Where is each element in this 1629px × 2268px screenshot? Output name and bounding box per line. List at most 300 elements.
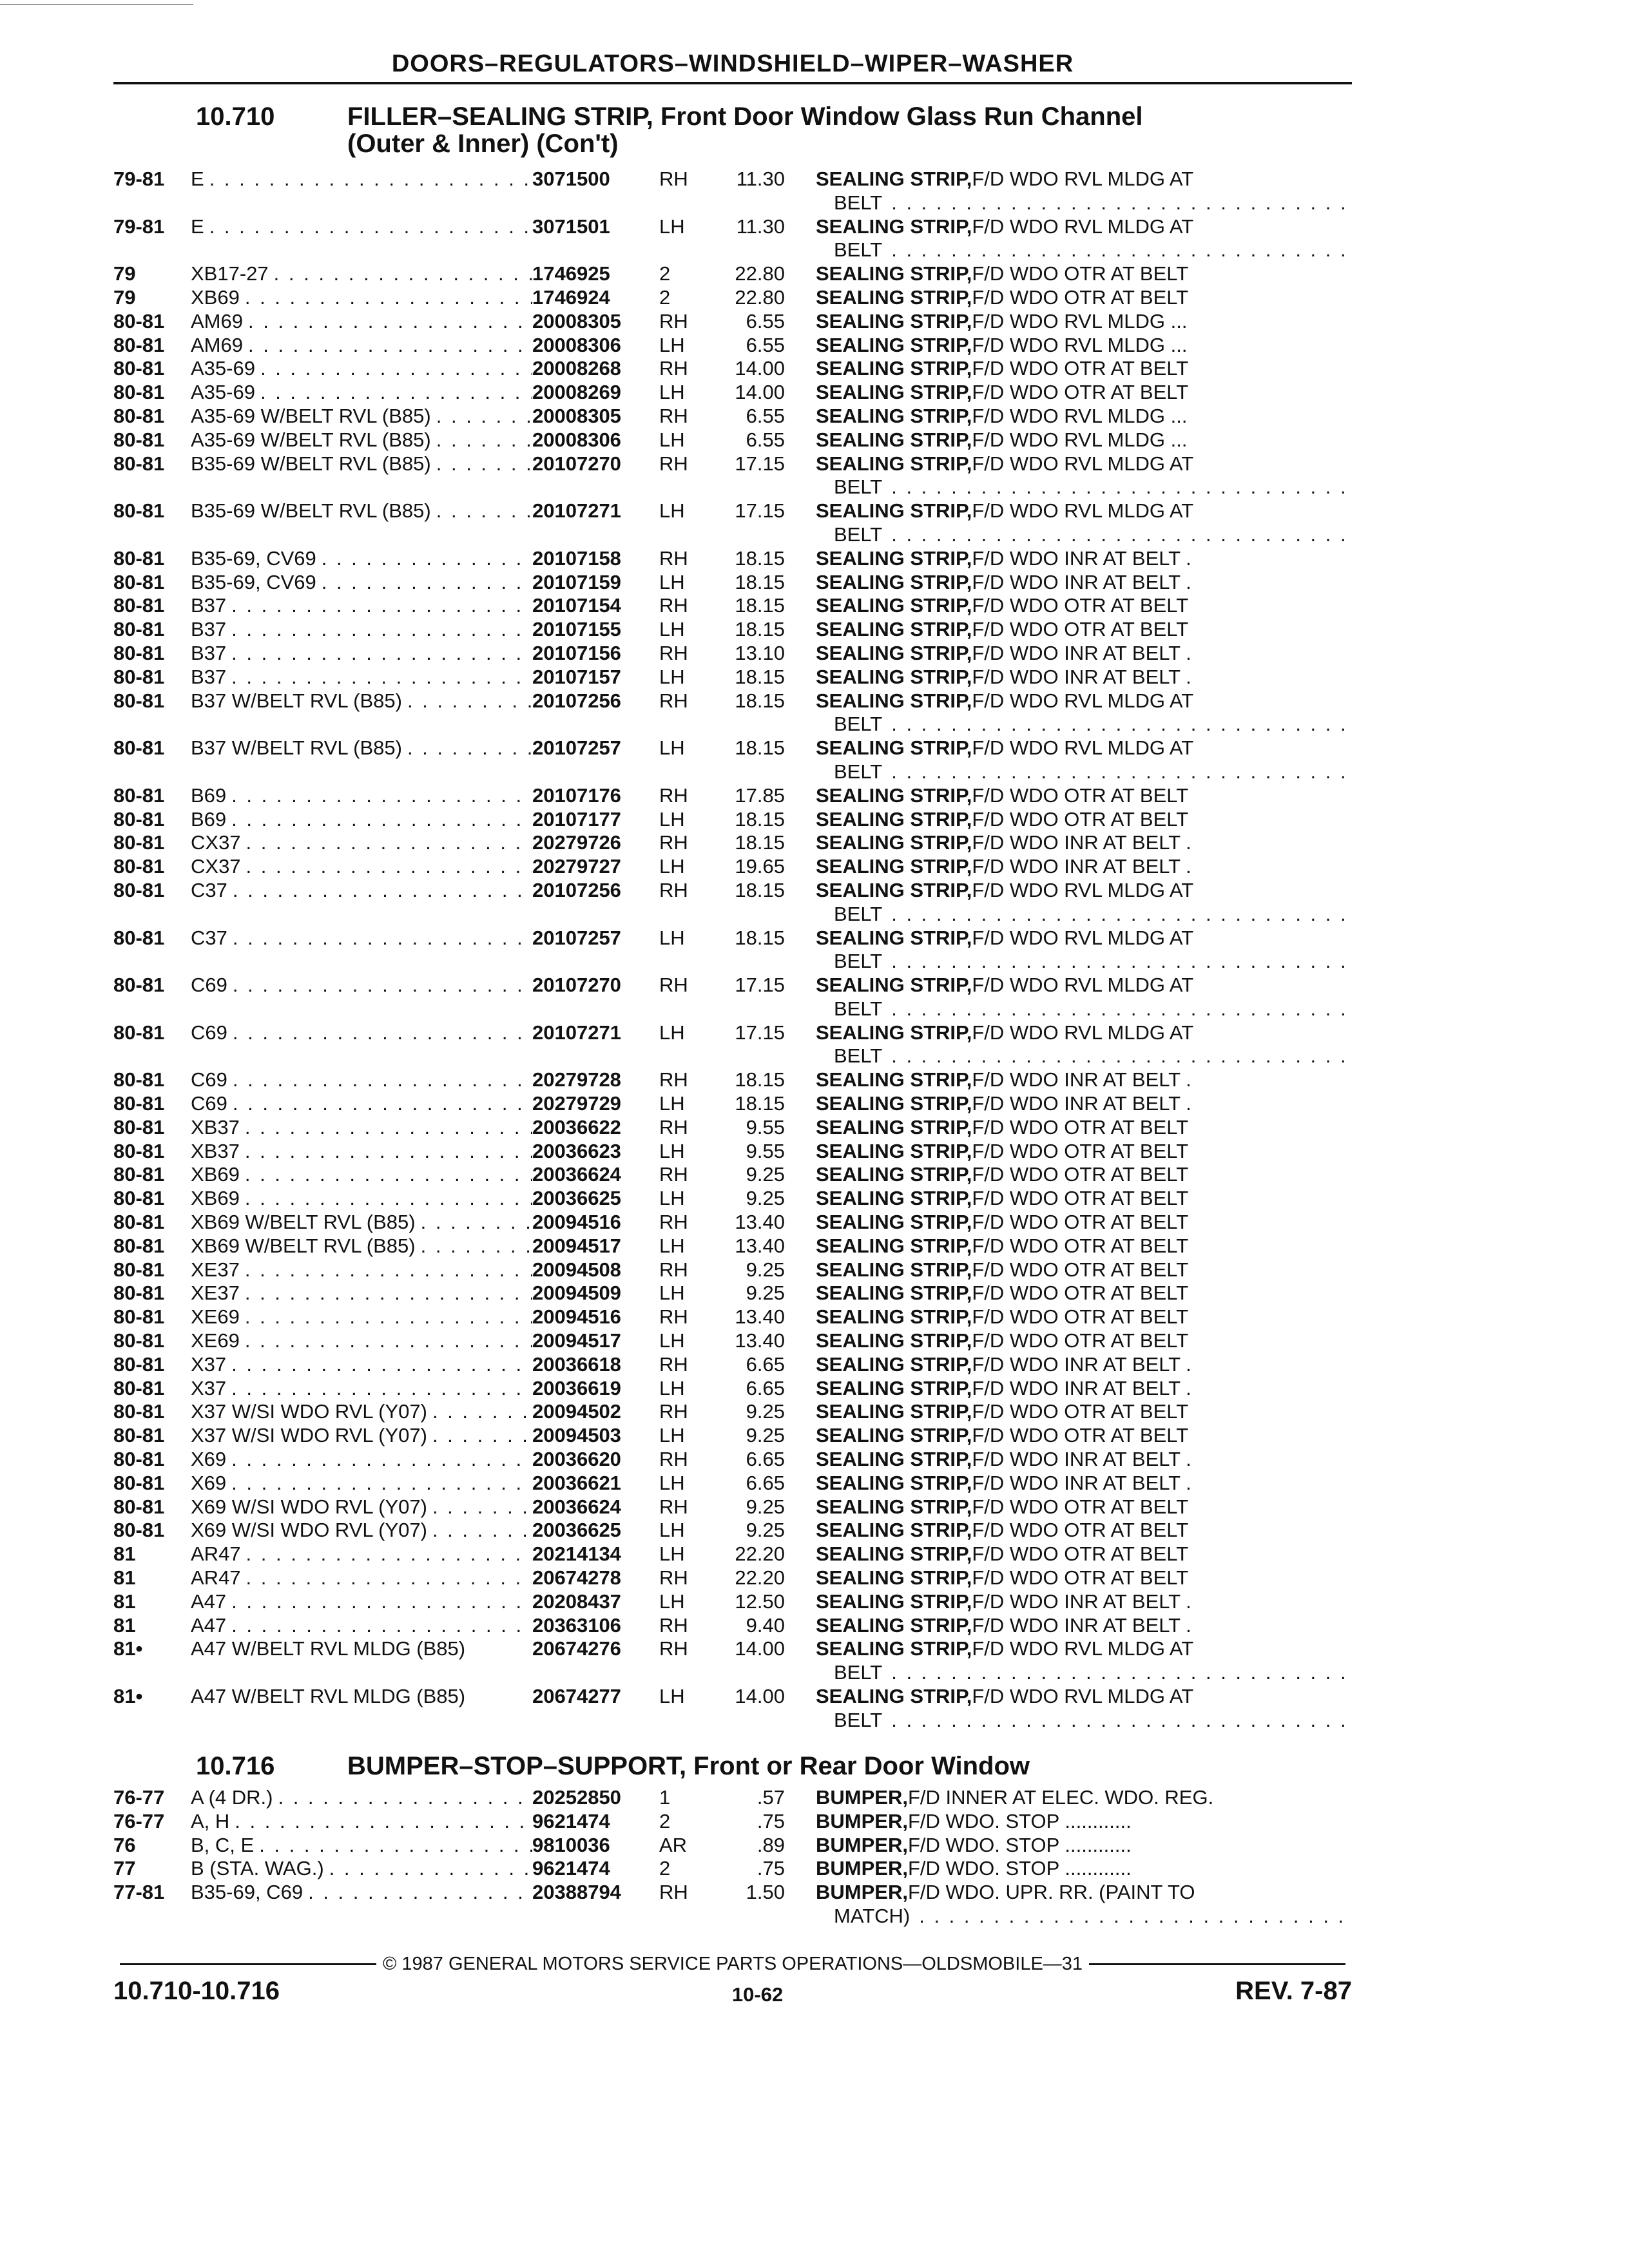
model-cell (191, 1472, 532, 1495)
price: .57 (757, 1786, 785, 1809)
part-name: SEALING STRIP, (816, 594, 972, 617)
part-detail: F/D WDO OTR AT BELT (972, 1305, 1189, 1329)
description (785, 1068, 1352, 1092)
part-number: 20107177 (532, 807, 621, 831)
description-line (816, 1187, 1352, 1211)
leader-dots (416, 1235, 532, 1258)
part-number: 20107154 (532, 594, 621, 617)
model-years: 79 (113, 262, 136, 285)
part-name: SEALING STRIP, (816, 855, 972, 878)
model-years: 79-81 (113, 168, 165, 190)
part-number: 20036618 (532, 1352, 621, 1376)
quantity: RH (659, 1881, 688, 1904)
price: 18.15 (735, 831, 785, 854)
model-cell (191, 168, 532, 215)
table-row (113, 405, 1352, 428)
part-detail: F/D WDO OTR AT BELT (972, 1566, 1189, 1590)
part-detail: F/D INNER AT ELEC. WDO. REG. (907, 1786, 1214, 1809)
leader-dots (273, 1786, 532, 1810)
description-line (816, 547, 1352, 571)
part-number: 20214134 (532, 1542, 621, 1566)
part-number: 9621474 (532, 1857, 610, 1880)
description-line (816, 974, 1352, 997)
description-line (816, 784, 1352, 808)
part-number: 20107270 (532, 452, 621, 475)
part-number: 20008269 (532, 381, 621, 404)
model-cell (191, 1614, 532, 1638)
leader-dots (226, 1472, 532, 1495)
table-row (113, 1211, 1352, 1235)
leader-dots (269, 262, 532, 286)
model-years: 80-81 (113, 1092, 165, 1115)
model-code: B37 (191, 594, 227, 617)
leader-dots (882, 997, 1352, 1021)
leader-dots (227, 1021, 532, 1069)
table-row (113, 879, 1352, 927)
price: 6.55 (746, 333, 785, 356)
part-detail: F/D WDO INR AT BELT . (972, 1590, 1191, 1613)
leader-dots (431, 428, 532, 452)
quantity: RH (659, 1613, 688, 1637)
part-name: SEALING STRIP, (816, 1519, 972, 1542)
model-code: AR47 (191, 1566, 241, 1590)
part-name: SEALING STRIP, (816, 309, 972, 332)
model-cell (191, 1400, 532, 1424)
table-row (113, 974, 1352, 1021)
table-row (113, 689, 1352, 737)
price: 17.15 (735, 1021, 785, 1044)
description (785, 334, 1352, 358)
part-name: SEALING STRIP, (816, 1234, 972, 1257)
quantity: RH (659, 1637, 688, 1660)
price: 18.15 (735, 926, 785, 949)
model-years: 80-81 (113, 736, 165, 760)
section-heading-10-710 (113, 103, 1352, 157)
model-code: AM69 (191, 309, 243, 332)
description (785, 1495, 1352, 1519)
part-name: SEALING STRIP, (816, 262, 972, 285)
quantity: LH (659, 570, 685, 593)
table-row (113, 1329, 1352, 1353)
leader-dots (240, 1140, 532, 1164)
description (785, 974, 1352, 1021)
part-number: 20036624 (532, 1495, 621, 1518)
description-line (816, 499, 1352, 523)
model-code: B37 W/BELT RVL (B85) (191, 736, 402, 760)
model-years: 80-81 (113, 499, 165, 523)
table-row (113, 736, 1352, 784)
table-row (113, 1637, 1352, 1685)
model-years: 81 (113, 1590, 136, 1613)
part-detail: F/D WDO OTR AT BELT (972, 1163, 1189, 1186)
model-cell (191, 381, 532, 405)
quantity: 2 (659, 262, 671, 285)
model-years: 81 (113, 1542, 136, 1566)
part-detail: F/D WDO RVL MLDG AT (972, 452, 1194, 475)
part-detail: F/D WDO. UPR. RR. (PAINT TO (907, 1881, 1195, 1904)
part-number: 20094516 (532, 1211, 621, 1234)
quantity: RH (659, 831, 688, 854)
part-detail-cont: BELT (834, 950, 883, 973)
part-detail: F/D WDO INR AT BELT . (972, 855, 1191, 878)
price: 9.55 (746, 1139, 785, 1162)
description (785, 262, 1352, 286)
model-code: XB69 W/BELT RVL (B85) (191, 1234, 416, 1257)
quantity: 2 (659, 1809, 671, 1832)
model-years: 80-81 (113, 1519, 165, 1542)
model-code: AM69 (191, 333, 243, 356)
description (785, 784, 1352, 808)
section-number: 10.716 (196, 1752, 275, 1780)
description-line (816, 1685, 1352, 1709)
description (785, 666, 1352, 689)
price: 9.25 (746, 1424, 785, 1447)
description-line (816, 808, 1352, 832)
model-code: B35-69, C69 (191, 1881, 304, 1904)
quantity: 2 (659, 1857, 671, 1880)
part-number: 20036622 (532, 1115, 621, 1139)
part-detail: F/D WDO OTR AT BELT (972, 1519, 1189, 1542)
table-row (113, 1810, 1352, 1834)
part-name: SEALING STRIP, (816, 618, 972, 641)
model-cell (191, 1092, 532, 1116)
model-cell (191, 689, 532, 737)
model-code: B69 (191, 783, 227, 807)
model-cell (191, 1810, 532, 1834)
model-code: A, H (191, 1809, 230, 1832)
model-code: XB37 (191, 1139, 240, 1162)
leader-dots (882, 1661, 1352, 1685)
table-row (113, 381, 1352, 405)
description (785, 1116, 1352, 1140)
price: 9.25 (746, 1495, 785, 1518)
quantity: LH (659, 428, 685, 451)
description (785, 689, 1352, 737)
description-line (816, 286, 1352, 310)
part-name: SEALING STRIP, (816, 428, 972, 451)
part-name: SEALING STRIP, (816, 1471, 972, 1494)
part-name: SEALING STRIP, (816, 1376, 972, 1399)
table-row (113, 571, 1352, 595)
description (785, 1377, 1352, 1401)
model-code: B37 (191, 641, 227, 664)
model-code: B (STA. WAG.) (191, 1857, 324, 1880)
leader-dots (427, 1495, 532, 1519)
leader-dots (240, 1116, 532, 1140)
model-cell (191, 1116, 532, 1140)
model-years: 80-81 (113, 1400, 165, 1423)
part-number: 20279727 (532, 855, 621, 878)
description-line (816, 666, 1352, 689)
part-number: 3071500 (532, 168, 610, 190)
model-code: X37 (191, 1376, 227, 1399)
description-continuation (816, 476, 1352, 499)
model-cell (191, 1377, 532, 1401)
part-detail: F/D WDO INR AT BELT . (972, 1376, 1191, 1399)
description-line (816, 927, 1352, 950)
leader-dots (882, 713, 1352, 736)
model-cell (191, 1834, 532, 1858)
price: 22.20 (735, 1542, 785, 1566)
part-name: SEALING STRIP, (816, 381, 972, 404)
price: 9.25 (746, 1282, 785, 1305)
model-years: 81 (113, 1613, 136, 1637)
part-name: SEALING STRIP, (816, 1424, 972, 1447)
description-line (816, 831, 1352, 855)
quantity: RH (659, 546, 688, 570)
quantity: RH (659, 1258, 688, 1281)
model-years: 80-81 (113, 689, 165, 712)
part-name: SEALING STRIP, (816, 1495, 972, 1518)
part-number: 20008306 (532, 428, 621, 451)
description-line (816, 1258, 1352, 1282)
part-detail: F/D WDO OTR AT BELT (972, 262, 1189, 285)
description (785, 215, 1352, 263)
model-cell (191, 1566, 532, 1590)
model-code: B35-69 W/BELT RVL (B85) (191, 499, 431, 523)
model-years: 80-81 (113, 926, 165, 949)
leader-dots (241, 1566, 532, 1590)
description-continuation (816, 997, 1352, 1021)
table-row (113, 1353, 1352, 1377)
price: 18.15 (735, 1068, 785, 1091)
description-line (816, 310, 1352, 334)
model-years: 80-81 (113, 1495, 165, 1518)
description (785, 1211, 1352, 1235)
model-years: 80-81 (113, 357, 165, 380)
model-years: 80-81 (113, 1329, 165, 1352)
leader-dots (240, 1258, 532, 1282)
quantity: LH (659, 1139, 685, 1162)
table-row (113, 1786, 1352, 1810)
part-detail: F/D WDO RVL MLDG ... (972, 333, 1188, 356)
quantity: RH (659, 1352, 688, 1376)
part-number: 9621474 (532, 1809, 610, 1832)
part-name: SEALING STRIP, (816, 689, 972, 712)
model-cell (191, 428, 532, 452)
description (785, 1786, 1352, 1810)
price: 14.00 (735, 357, 785, 380)
description-line (816, 1211, 1352, 1235)
description-line (816, 642, 1352, 666)
part-name: SEALING STRIP, (816, 285, 972, 309)
model-years: 79-81 (113, 215, 165, 238)
part-number: 20107155 (532, 618, 621, 641)
model-cell (191, 1329, 532, 1353)
part-detail: F/D WDO RVL MLDG ... (972, 428, 1188, 451)
model-code: C69 (191, 1068, 227, 1091)
price: .75 (757, 1809, 785, 1832)
part-number: 20094517 (532, 1234, 621, 1257)
model-cell (191, 1685, 532, 1733)
model-years: 80-81 (113, 428, 165, 451)
part-name: SEALING STRIP, (816, 736, 972, 760)
description-continuation (816, 1661, 1352, 1685)
description (785, 405, 1352, 428)
quantity: 1 (659, 1786, 671, 1809)
leader-dots (882, 950, 1352, 974)
part-name: SEALING STRIP, (816, 1115, 972, 1139)
model-cell (191, 405, 532, 428)
part-detail: F/D WDO OTR AT BELT (972, 1211, 1189, 1234)
part-number: 20094502 (532, 1400, 621, 1423)
part-number: 9810036 (532, 1833, 610, 1856)
description (785, 1881, 1352, 1928)
model-years: 80-81 (113, 546, 165, 570)
price: 6.65 (746, 1448, 785, 1471)
description-continuation (816, 238, 1352, 262)
part-detail: F/D WDO INR AT BELT . (972, 641, 1191, 664)
model-cell (191, 808, 532, 832)
quantity: LH (659, 381, 685, 404)
leader-dots (226, 808, 532, 832)
model-cell (191, 1519, 532, 1542)
price: 22.80 (735, 262, 785, 285)
copyright-text: © 1987 GENERAL MOTORS SERVICE PARTS OPERATIONS—OLDSMOBILE—31 (382, 1954, 1083, 1974)
leader-dots (226, 1353, 532, 1377)
table-row (113, 1140, 1352, 1164)
part-detail: F/D WDO OTR AT BELT (972, 1400, 1189, 1423)
description (785, 736, 1352, 784)
part-name: SEALING STRIP, (816, 974, 972, 997)
leader-dots (427, 1519, 532, 1542)
leader-dots (226, 618, 532, 642)
model-cell (191, 1542, 532, 1566)
leader-dots (316, 571, 532, 595)
model-code: XB69 (191, 1187, 240, 1210)
part-detail-cont: MATCH) (834, 1904, 911, 1927)
part-detail: F/D WDO INR AT BELT . (972, 546, 1191, 570)
price: 13.40 (735, 1329, 785, 1352)
part-detail-cont: BELT (834, 997, 883, 1020)
part-number: 20094503 (532, 1424, 621, 1447)
model-code: B37 (191, 665, 227, 688)
quantity: LH (659, 333, 685, 356)
leader-dots (226, 666, 532, 689)
section-title: FILLER–SEALING STRIP, Front Door Window Glass Run Channel (347, 102, 1143, 131)
description (785, 1448, 1352, 1472)
description (785, 1614, 1352, 1638)
model-cell (191, 974, 532, 1021)
leader-dots (241, 1542, 532, 1566)
quantity: RH (659, 1068, 688, 1091)
leader-dots (255, 357, 532, 381)
description-line (816, 1542, 1352, 1566)
part-name: SEALING STRIP, (816, 1400, 972, 1423)
page-number: 10-62 (731, 1983, 784, 2006)
description (785, 1353, 1352, 1377)
leader-dots (226, 1377, 532, 1401)
part-number: 3071501 (532, 215, 610, 238)
leader-dots (229, 1810, 532, 1834)
price: 17.15 (735, 974, 785, 997)
leader-dots (240, 286, 532, 310)
leader-dots (227, 1068, 532, 1092)
description-line (816, 452, 1352, 476)
description-line (816, 1021, 1352, 1045)
model-code: XB17-27 (191, 262, 269, 285)
model-cell (191, 879, 532, 927)
description-line (816, 1637, 1352, 1661)
part-number: 20674276 (532, 1637, 621, 1660)
copyright-line (113, 1954, 1352, 1975)
part-name: SEALING STRIP, (816, 878, 972, 901)
part-name: SEALING STRIP, (816, 1187, 972, 1210)
quantity: RH (659, 1400, 688, 1423)
description (785, 547, 1352, 571)
description-line (816, 1834, 1352, 1858)
part-name: SEALING STRIP, (816, 1092, 972, 1115)
model-years: 80-81 (113, 783, 165, 807)
description (785, 1542, 1352, 1566)
table-row (113, 1472, 1352, 1495)
part-number: 20279726 (532, 831, 621, 854)
part-number: 20094517 (532, 1329, 621, 1352)
section-heading-10-716 (113, 1753, 1352, 1780)
part-name: BUMPER, (816, 1809, 908, 1832)
part-number: 20008268 (532, 357, 621, 380)
model-years: 80-81 (113, 1448, 165, 1471)
table-row (113, 262, 1352, 286)
description-line (816, 405, 1352, 428)
model-years: 80-81 (113, 1305, 165, 1329)
description-line (816, 855, 1352, 879)
part-name: SEALING STRIP, (816, 1613, 972, 1637)
part-detail: F/D WDO INR AT BELT . (972, 1068, 1191, 1091)
model-years: 80-81 (113, 974, 165, 997)
table-row (113, 357, 1352, 381)
leader-dots (226, 642, 532, 666)
leader-dots (416, 1211, 532, 1235)
model-years: 81• (113, 1685, 143, 1707)
description (785, 855, 1352, 879)
description-line (816, 1329, 1352, 1353)
price: 6.55 (746, 309, 785, 332)
part-name: SEALING STRIP, (816, 641, 972, 664)
description-line (816, 428, 1352, 452)
revision-date: REV. 7-87 (1235, 1977, 1352, 2005)
part-number: 20107176 (532, 783, 621, 807)
model-years: 80-81 (113, 333, 165, 356)
part-number: 20674277 (532, 1685, 621, 1707)
part-name: SEALING STRIP, (816, 168, 972, 190)
leader-dots (882, 903, 1352, 927)
part-detail: F/D WDO OTR AT BELT (972, 1424, 1189, 1447)
price: 18.15 (735, 736, 785, 760)
model-cell (191, 1637, 532, 1685)
model-cell (191, 784, 532, 808)
model-code: CX37 (191, 831, 241, 854)
leader-dots (882, 1709, 1352, 1733)
part-name: SEALING STRIP, (816, 1211, 972, 1234)
model-code: B, C, E (191, 1833, 255, 1856)
part-detail: F/D WDO OTR AT BELT (972, 357, 1189, 380)
model-code: A35-69 (191, 357, 255, 380)
price: 18.15 (735, 546, 785, 570)
price: 13.40 (735, 1211, 785, 1234)
leader-dots (227, 974, 532, 1021)
part-number: 20036620 (532, 1448, 621, 1471)
description (785, 1424, 1352, 1448)
model-cell (191, 594, 532, 618)
section-range: 10.710-10.716 (113, 1977, 280, 2005)
page-title: DOORS–REGULATORS–WINDSHIELD–WIPER–WASHER (113, 50, 1352, 84)
model-cell (191, 1140, 532, 1164)
description (785, 499, 1352, 547)
model-years: 80-81 (113, 452, 165, 475)
quantity: LH (659, 855, 685, 878)
quantity: RH (659, 783, 688, 807)
